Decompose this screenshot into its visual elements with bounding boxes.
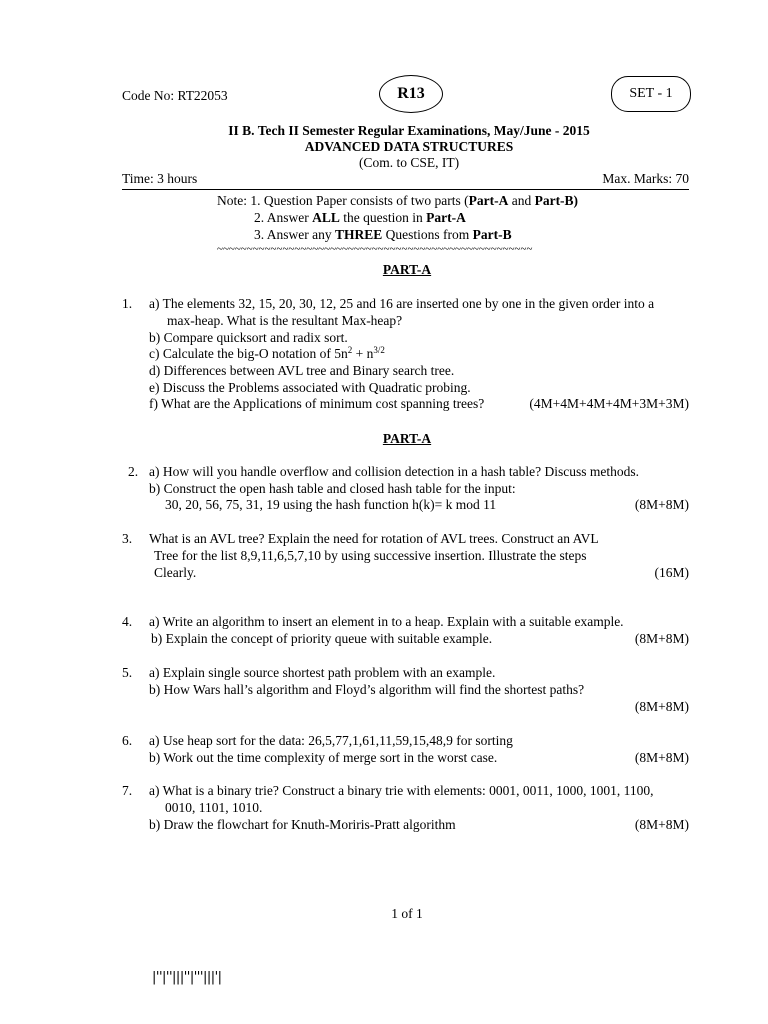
code-number: Code No: RT22053 xyxy=(122,88,228,103)
note-1-bold-b: Part-B) xyxy=(534,193,579,208)
q3-line3: Clearly. xyxy=(154,565,197,580)
q3-marks: (16M) xyxy=(654,565,689,580)
q5-b: b) How Wars hall’s algorithm and Floyd’s algorithm will find the shortest paths? xyxy=(149,682,585,697)
barcode-text: |''|''|||''|'''|||'| xyxy=(152,970,222,985)
q4-a: a) Write an algorithm to insert an element in to a heap. Explain with a suitable example. xyxy=(149,614,624,629)
q1-c-exponent-2: 3/2 xyxy=(373,345,385,355)
q7-a-line1: a) What is a binary trie? Construct a binary trie with elements: 0001, 0011, 1000, 1001, 1100, xyxy=(149,783,654,798)
note-3-text: 3. Answer any xyxy=(254,227,335,242)
q2-b-line1: b) Construct the open hash table and closed hash table for the input: xyxy=(149,481,516,496)
subject-title: ADVANCED DATA STRUCTURES xyxy=(304,139,514,154)
q1-c-exponent-1: 2 xyxy=(347,345,353,355)
q1-e: e) Discuss the Problems associated with Quadratic probing. xyxy=(149,380,471,395)
note-2-text: 2. Answer xyxy=(254,210,313,225)
q1-c-text: c) Calculate the big-O notation of 5n xyxy=(149,346,348,361)
time-label: Time: 3 hours xyxy=(122,171,198,186)
q1-a-line1: a) The elements 32, 15, 20, 30, 12, 25 and 16 are inserted one by one in the given order into a xyxy=(149,296,655,311)
q5-marks: (8M+8M) xyxy=(634,699,689,714)
q4-b: b) Explain the concept of priority queue with suitable example. xyxy=(151,631,493,646)
q2-b-line2: 30, 20, 56, 75, 31, 19 using the hash function h(k)= k mod 11 xyxy=(165,497,497,512)
note-1-mid: and xyxy=(508,193,535,208)
note-2-bold-b: Part-A xyxy=(426,210,466,225)
q6-a: a) Use heap sort for the data: 26,5,77,1,61,11,59,15,48,9 for sorting xyxy=(149,733,513,748)
q1-c-mid: + n xyxy=(352,346,374,361)
q4-number: 4. xyxy=(122,614,133,629)
regulation-label: R13 xyxy=(397,85,425,102)
q6-number: 6. xyxy=(122,733,133,748)
set-badge xyxy=(611,76,691,112)
note-3-bold-a: THREE xyxy=(335,227,383,242)
q1-c xyxy=(149,346,385,362)
regulation-badge xyxy=(379,75,443,113)
q1-b: b) Compare quicksort and radix sort. xyxy=(149,330,348,345)
tilde-separator: ~~~~~~~~~~~~~~~~~~~~~~~~~~~~~~~~~~~~~~~~~~~~~~~~~~~~~ xyxy=(217,243,533,255)
q7-b: b) Draw the flowchart for Knuth-Moriris-Pratt algorithm xyxy=(149,817,456,832)
note-3-mid: Questions from xyxy=(382,227,473,242)
q2-number: 2. xyxy=(128,464,139,479)
page-number: 1 of 1 xyxy=(391,906,423,921)
part-a-heading: PART-A xyxy=(382,262,432,277)
q7-a-line2: 0010, 1101, 1010. xyxy=(165,800,263,815)
q3-line1: What is an AVL tree? Explain the need for rotation of AVL trees. Construct an AVL xyxy=(149,531,599,546)
exam-title: II B. Tech II Semester Regular Examinations, May/June - 2015 xyxy=(228,123,590,138)
q7-marks: (8M+8M) xyxy=(634,817,689,832)
q1-marks: (4M+4M+4M+4M+3M+3M) xyxy=(529,396,689,411)
q1-number: 1. xyxy=(122,296,133,311)
branches: (Com. to CSE, IT) xyxy=(358,155,460,170)
q2-marks: (8M+8M) xyxy=(634,497,689,512)
note-1-text: Note: 1. Question Paper consists of two parts ( xyxy=(217,193,469,208)
set-label: SET - 1 xyxy=(629,86,673,101)
q4-marks: (8M+8M) xyxy=(634,631,689,646)
q6-marks: (8M+8M) xyxy=(634,750,689,765)
q2-a: a) How will you handle overflow and collision detection in a hash table? Discuss methods. xyxy=(149,464,640,479)
q1-a-line2: max-heap. What is the resultant Max-heap? xyxy=(167,313,403,328)
q5-a: a) Explain single source shortest path problem with an example. xyxy=(149,665,496,680)
max-marks-label: Max. Marks: 70 xyxy=(602,171,689,186)
header-divider xyxy=(122,189,689,190)
note-2-bold-a: ALL xyxy=(312,210,340,225)
note-3 xyxy=(254,227,512,243)
note-2-mid: the question in xyxy=(339,210,427,225)
part-b-heading: PART-A xyxy=(382,431,432,446)
q7-number: 7. xyxy=(122,783,133,798)
q3-number: 3. xyxy=(122,531,133,546)
q1-d: d) Differences between AVL tree and Binary search tree. xyxy=(149,363,455,378)
q1-f: f) What are the Applications of minimum cost spanning trees? xyxy=(149,396,485,411)
note-2 xyxy=(254,210,466,226)
q3-line2: Tree for the list 8,9,11,6,5,7,10 by using successive insertion. Illustrate the steps xyxy=(154,548,587,563)
note-1 xyxy=(217,193,578,209)
q6-b: b) Work out the time complexity of merge sort in the worst case. xyxy=(149,750,498,765)
note-3-bold-b: Part-B xyxy=(472,227,512,242)
q5-number: 5. xyxy=(122,665,133,680)
note-1-bold-a: Part-A xyxy=(468,193,509,208)
